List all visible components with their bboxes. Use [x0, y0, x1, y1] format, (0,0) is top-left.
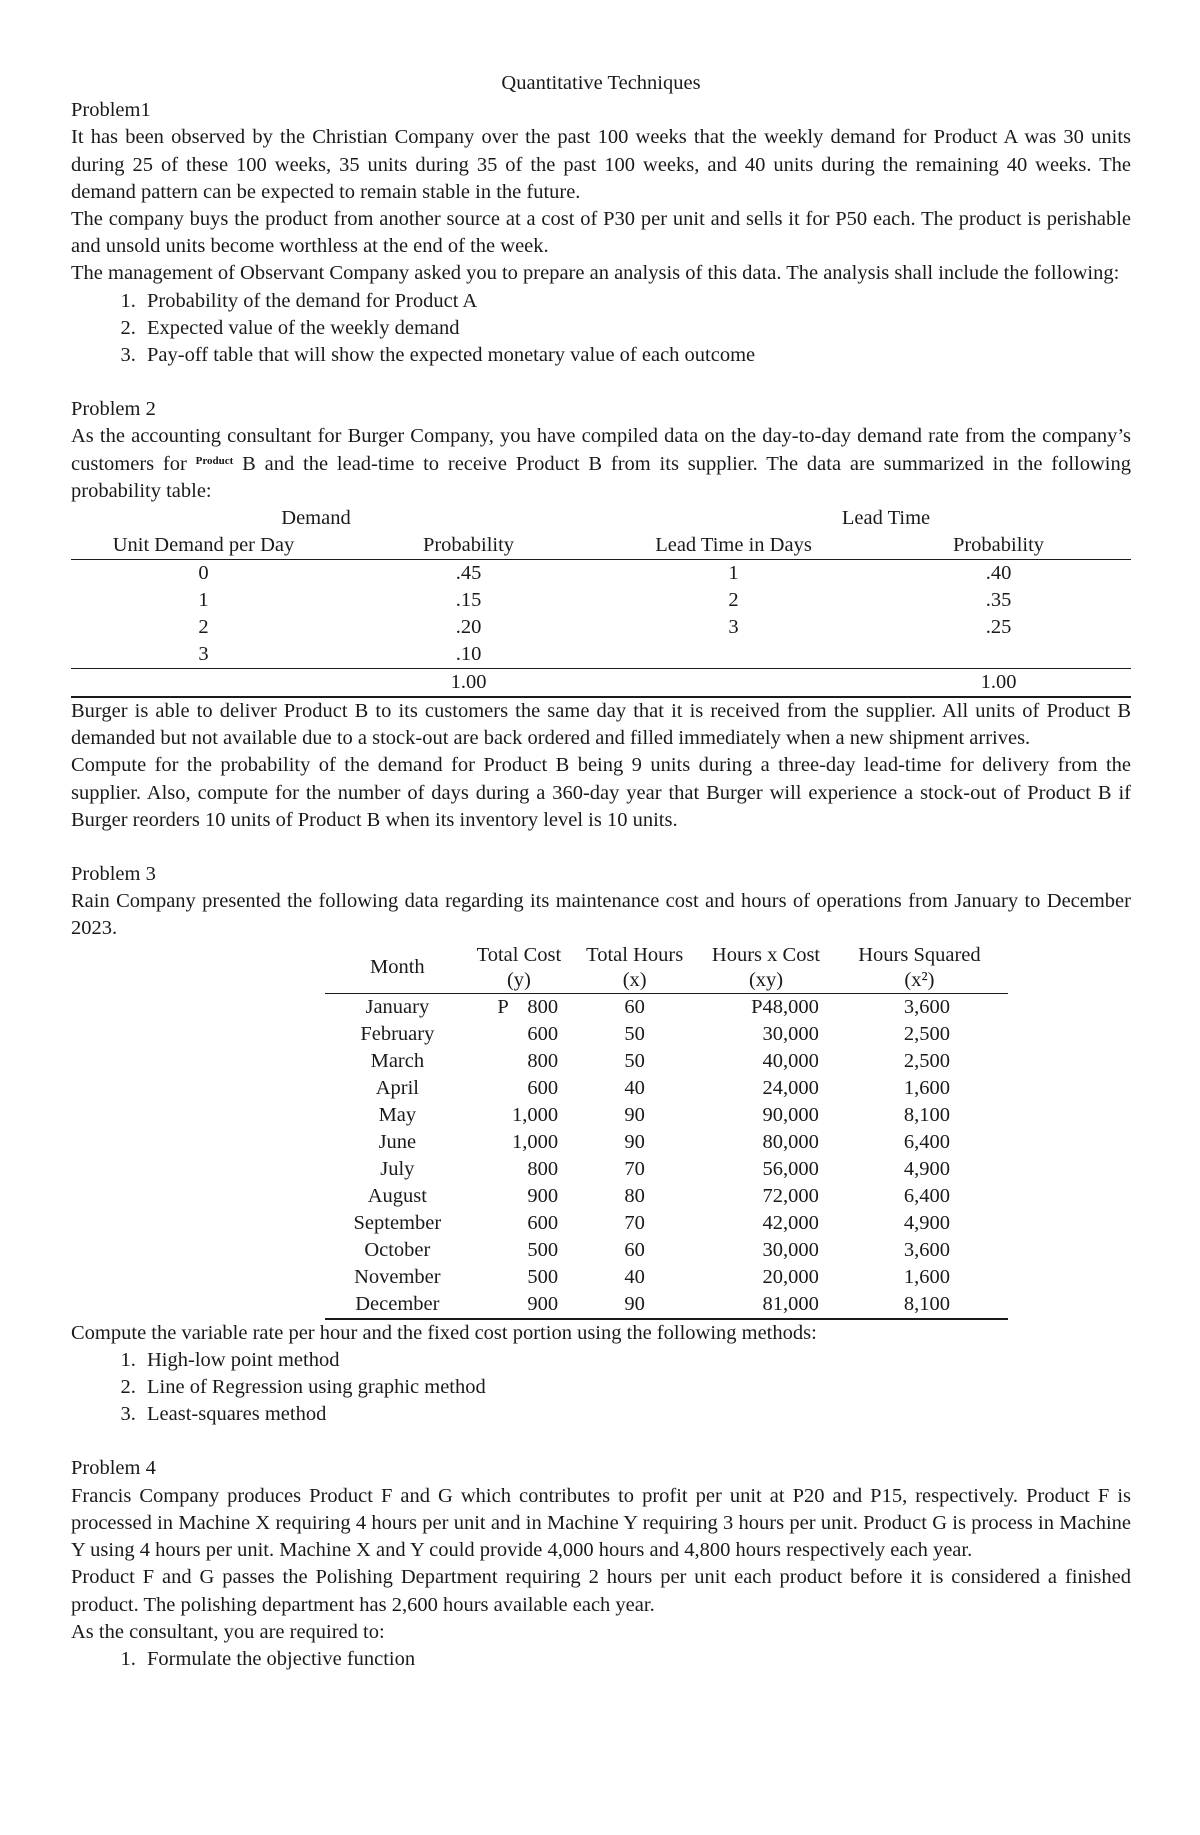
col-header-total-hours: Total Hours	[586, 943, 684, 966]
cost-cell	[470, 1291, 568, 1319]
cost-cell	[470, 1210, 568, 1237]
document-title: Quantitative Techniques	[501, 72, 701, 94]
cost-value: 800	[527, 1157, 559, 1180]
cost-value: 500	[527, 1265, 559, 1288]
problem4-paragraph-1: Francis Company produces Product F and G which contributes to profit per unit at P20 and P15, respectively. Product F is processed in Machine X requiring 4 hours per unit and in Machine Y requiring 3 hours per unit. Product G is process in Machine Y using 4 hours per unit. Machine X and Y could provide 4,000 hours and 4,800 hours respectively each year.	[71, 1484, 1131, 1562]
month-cell: November	[354, 1265, 441, 1288]
list-item: 3. Least-squares method	[141, 1401, 1131, 1428]
xy-cell: P48,000	[751, 995, 819, 1018]
cost-cell	[470, 1237, 568, 1264]
list-item: 2. Line of Regression using graphic method	[141, 1374, 1131, 1401]
probability-table	[71, 505, 1131, 698]
problem4-paragraph-3: As the consultant, you are required to:	[71, 1620, 385, 1643]
xy-cell: 24,000	[762, 1076, 819, 1099]
cost-value: 800	[527, 1049, 559, 1072]
table-row	[325, 1264, 1008, 1291]
hours-cell: 80	[624, 1184, 645, 1207]
hours-squared-cell: 8,100	[903, 1103, 950, 1126]
maintenance-cost-table	[325, 943, 1008, 1320]
col-subheader-xy: (xy)	[701, 968, 831, 994]
table-cell: 2	[198, 616, 209, 639]
col-header-total-cost: Total Cost	[476, 943, 562, 966]
table-row	[325, 993, 1008, 1021]
hours-cell: 90	[624, 1130, 645, 1153]
table-row	[325, 1021, 1008, 1048]
problem3-heading: Problem 3	[71, 863, 156, 886]
problem2-paragraph-3: Compute for the probability of the demand for Product B being 9 units during a three-day lead-time for delivery from the supplier. Also, compute for the number of days during a 360-day year that Burger will experience a stock-out of Product B if Burger reorders 10 units of Product B when its inventory level is 10 units.	[71, 754, 1131, 831]
table-cell: 3	[198, 643, 209, 666]
hours-squared-cell: 1,600	[903, 1265, 950, 1288]
table-row	[325, 1156, 1008, 1183]
table-row	[325, 1183, 1008, 1210]
problem3-list	[71, 1347, 1131, 1429]
table-row	[71, 641, 1131, 669]
cost-value: 500	[527, 1238, 559, 1261]
table-row	[71, 560, 1131, 588]
list-item: 1. Probability of the demand for Product A	[141, 288, 1131, 315]
cost-value: 600	[527, 1076, 559, 1099]
xy-cell: 90,000	[762, 1103, 819, 1126]
hours-squared-cell: 8,100	[831, 1291, 1008, 1319]
hours-cell: 60	[624, 995, 645, 1018]
problem3-intro: Rain Company presented the following data regarding its maintenance cost and hours of operations from January to December 2023.	[71, 890, 1131, 940]
xy-cell: 80,000	[762, 1130, 819, 1153]
lead-time-group-header: Lead Time	[841, 507, 931, 530]
demand-group-header: Demand	[281, 507, 351, 530]
document-content	[71, 70, 1131, 1673]
hours-cell: 70	[624, 1211, 645, 1234]
table-cell: 1	[728, 562, 739, 585]
cost-cell	[470, 1129, 568, 1156]
col-subheader-y: (y)	[470, 968, 568, 994]
table-row	[325, 1210, 1008, 1237]
hours-squared-cell: 6,400	[903, 1130, 950, 1153]
hours-squared-cell: 4,900	[903, 1211, 950, 1234]
table-row	[325, 1237, 1008, 1264]
col-header-lead-time-days: Lead Time in Days	[601, 532, 866, 560]
month-cell: February	[360, 1022, 435, 1045]
hours-squared-cell: 3,600	[903, 1238, 950, 1261]
table-cell: .45	[455, 562, 482, 585]
hours-squared-cell: 3,600	[903, 995, 950, 1018]
col-header-hours-squared: Hours Squared	[858, 943, 981, 966]
xy-cell: 81,000	[701, 1291, 831, 1319]
list-item: 1. Formulate the objective function	[141, 1646, 1131, 1673]
problem2-paragraph-2: Burger is able to deliver Product B to its customers the same day that it is received from the supplier. All units of Product B demanded but not available due to a stock-out are back ordered and filled immediately when a new shipment arrives.	[71, 700, 1131, 750]
cost-value: 600	[527, 1022, 559, 1045]
col-header-unit-demand: Unit Demand per Day	[71, 532, 336, 560]
cost-table-body	[325, 993, 1008, 1319]
col-header-demand-probability: Probability	[336, 532, 601, 560]
table-cell: 2	[728, 589, 739, 612]
table-cell: 1	[198, 589, 209, 612]
col-header-hours-x-cost: Hours x Cost	[711, 943, 821, 966]
currency-symbol: P	[497, 995, 509, 1018]
table-row	[325, 1129, 1008, 1156]
hours-squared-cell: 2,500	[903, 1022, 950, 1045]
problem1-list	[71, 288, 1131, 370]
xy-cell: 56,000	[762, 1157, 819, 1180]
problem3-instruction: Compute the variable rate per hour and the fixed cost portion using the following methods:	[71, 1321, 817, 1344]
xy-cell: 20,000	[762, 1265, 819, 1288]
table-row	[325, 1048, 1008, 1075]
cost-cell	[470, 1075, 568, 1102]
month-cell: December	[325, 1291, 470, 1319]
col-header-lead-probability: Probability	[866, 532, 1131, 560]
hours-cell: 70	[624, 1157, 645, 1180]
table-cell	[601, 641, 866, 669]
table-cell: .20	[455, 616, 482, 639]
hours-cell: 60	[624, 1238, 645, 1261]
table-cell: .35	[985, 589, 1012, 612]
xy-cell: 30,000	[762, 1022, 819, 1045]
hours-squared-cell: 2,500	[903, 1049, 950, 1072]
cost-cell	[470, 1156, 568, 1183]
xy-cell: 72,000	[762, 1184, 819, 1207]
lead-probability-total: 1.00	[866, 669, 1131, 698]
cost-value: 900	[527, 1184, 559, 1207]
hours-squared-cell: 6,400	[903, 1184, 950, 1207]
hours-cell: 90	[624, 1103, 645, 1126]
problem4-paragraph-2: Product F and G passes the Polishing Department requiring 2 hours per unit each product before it is considered a finished product. The polishing department has 2,600 hours available each year.	[71, 1566, 1131, 1616]
cost-value: 800	[527, 995, 559, 1018]
list-item: 1. High-low point method	[141, 1347, 1131, 1374]
table-cell: 0	[198, 562, 209, 585]
hours-cell: 90	[568, 1291, 701, 1319]
col-subheader-x: (x)	[568, 968, 701, 994]
month-cell: October	[364, 1238, 431, 1261]
month-cell: April	[375, 1076, 419, 1099]
cost-value: 900	[527, 1292, 559, 1315]
problem4-heading: Problem 4	[71, 1457, 156, 1480]
xy-cell: 42,000	[762, 1211, 819, 1234]
cost-cell	[470, 1102, 568, 1129]
cost-value: 600	[527, 1211, 559, 1234]
table-cell: 3	[728, 616, 739, 639]
problem2-intro-part2: B and the lead-time to receive Product B from its supplier. The data are summarized in the following probability table:	[71, 452, 1131, 502]
table-total-row	[71, 669, 1131, 698]
cost-cell	[470, 1183, 568, 1210]
problem2-intro	[71, 423, 1131, 505]
col-subheader-x2: (x²)	[831, 968, 1008, 994]
xy-cell: 30,000	[762, 1238, 819, 1261]
table-cell: .40	[985, 562, 1012, 585]
problem2-intro-superscript: Product	[195, 454, 234, 467]
problem1-paragraph-2: The company buys the product from another source at a cost of P30 per unit and sells it for P50 each. The product is perishable and unsold units become worthless at the end of the week.	[71, 208, 1131, 258]
problem1-paragraph-3: The management of Observant Company asked you to prepare an analysis of this data. The analysis shall include the following:	[71, 262, 1120, 285]
month-cell: May	[378, 1103, 417, 1126]
cost-value: 1,000	[511, 1103, 559, 1126]
problem4-list	[71, 1646, 1131, 1673]
cost-value: 1,000	[511, 1130, 559, 1153]
demand-probability-total: 1.00	[336, 669, 601, 698]
list-item: 3. Pay-off table that will show the expected monetary value of each outcome	[141, 342, 1131, 369]
table-cell: .25	[985, 616, 1012, 639]
table-row	[325, 1102, 1008, 1129]
cost-cell	[470, 1264, 568, 1291]
month-cell: July	[380, 1157, 415, 1180]
table-cell	[866, 641, 1131, 669]
month-cell: September	[353, 1211, 442, 1234]
table-row	[71, 614, 1131, 641]
cost-cell	[470, 1021, 568, 1048]
problem2-heading: Problem 2	[71, 398, 156, 421]
month-cell: June	[378, 1130, 417, 1153]
table-row	[325, 1075, 1008, 1102]
col-header-month: Month	[325, 943, 470, 994]
hours-squared-cell: 4,900	[903, 1157, 950, 1180]
month-cell: March	[370, 1049, 425, 1072]
month-cell: August	[367, 1184, 427, 1207]
cost-cell	[470, 993, 568, 1021]
hours-cell: 50	[624, 1022, 645, 1045]
cost-cell	[470, 1048, 568, 1075]
problem1-paragraph-1: It has been observed by the Christian Company over the past 100 weeks that the weekly demand for Product A was 30 units during 25 of these 100 weeks, 35 units during 35 of the past 100 weeks, and 40 units during the remaining 40 weeks. The demand pattern can be expected to remain stable in the future.	[71, 126, 1131, 203]
table-row	[325, 1291, 1008, 1319]
hours-squared-cell: 1,600	[903, 1076, 950, 1099]
month-cell: January	[365, 995, 430, 1018]
table-row	[71, 587, 1131, 614]
hours-cell: 50	[624, 1049, 645, 1072]
table-cell: .15	[455, 589, 482, 612]
hours-cell: 40	[624, 1265, 645, 1288]
list-item: 2. Expected value of the weekly demand	[141, 315, 1131, 342]
xy-cell: 40,000	[762, 1049, 819, 1072]
problem1-heading: Problem1	[71, 99, 151, 122]
problem2-intro-part1: As the accounting consultant for Burger Company, you have compiled data on the day-to-day demand rate from the company’s customers for	[71, 425, 1131, 475]
hours-cell: 40	[624, 1076, 645, 1099]
table-cell: .10	[455, 643, 482, 666]
